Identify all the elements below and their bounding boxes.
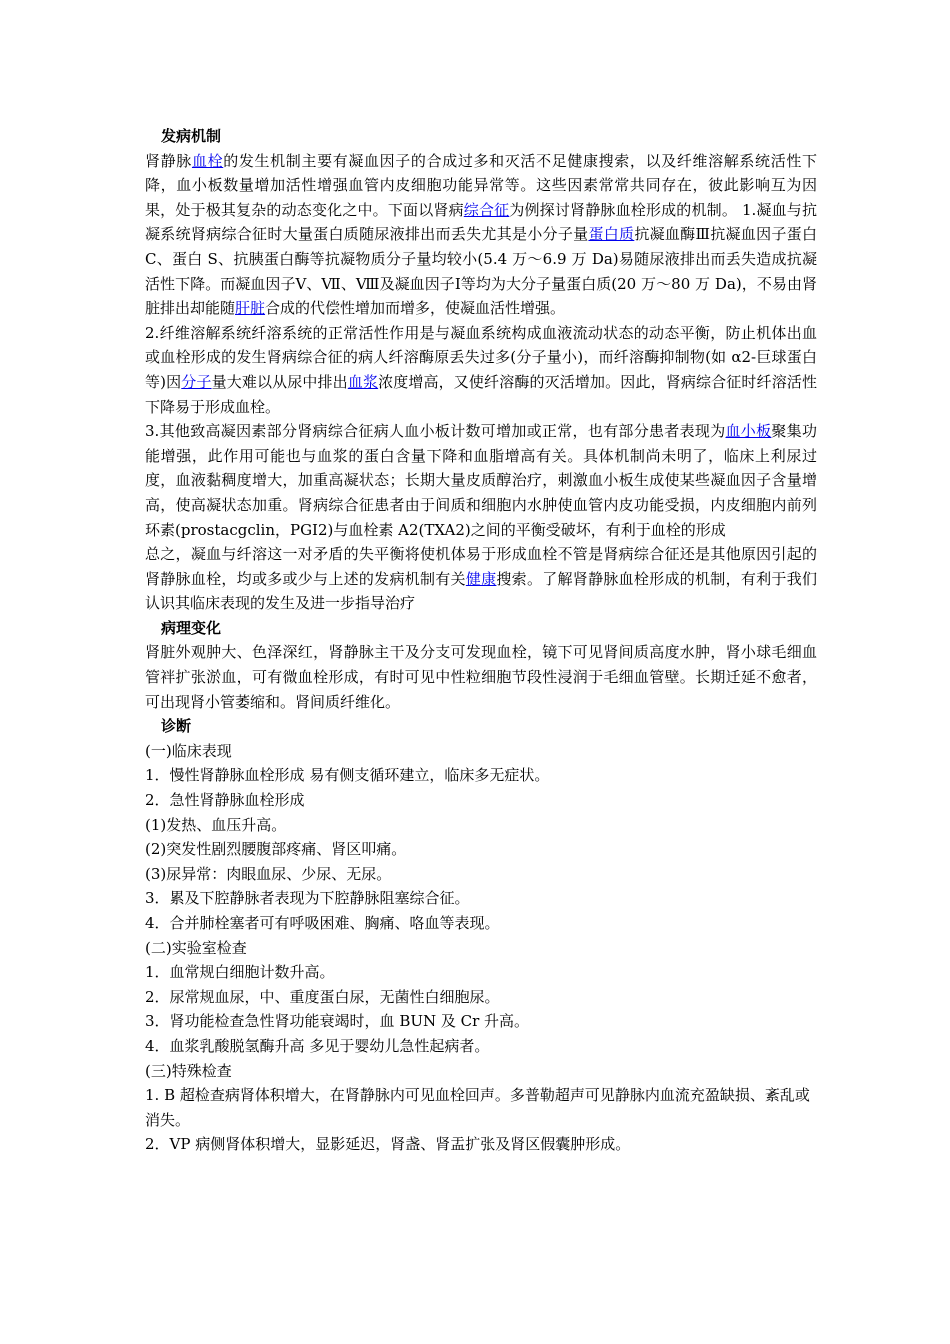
link-molecule[interactable]: 分子 (181, 372, 212, 391)
diagnosis-subheading-special: (三)特殊检查 (145, 1061, 232, 1080)
text-run: 合成的代偿性增加而增多，使凝血活性增强。 (265, 299, 566, 318)
link-syndrome[interactable]: 综合征 (463, 200, 510, 219)
diagnosis-subheading-clinical: (一)临床表现 (145, 741, 232, 760)
text-run: 的发生机制主要有凝血因子的合成过多和灭活不足健康搜索，以及纤维溶解系统活性下降，血小板数量增加活性增强血管内皮细胞功能异常等。这些因素常常共同存在，彼此影响互为因果，处于极其复杂的动态变化之中。下面以肾病 (145, 151, 817, 219)
link-protein[interactable]: 蛋白质 (588, 225, 635, 244)
list-item: (2)突发性剧烈腰腹部疼痛、肾区叩痛。 (145, 840, 407, 859)
section-heading-diagnosis: 诊断 (161, 717, 192, 736)
link-plasma[interactable]: 血浆 (347, 372, 379, 391)
link-thrombus[interactable]: 血栓 (191, 151, 224, 170)
pathogenesis-paragraph-4 (145, 542, 817, 616)
list-item: 1. B 超检查病肾体积增大，在肾静脉内可见血栓回声。多普勒超声可见静脉内血流充盈缺损、紊乱或消失。 (145, 1086, 810, 1129)
text-run: 肾静脉 (145, 151, 192, 170)
list-item: (3)尿异常：肉眼血尿、少尿、无尿。 (145, 864, 392, 883)
list-item: 2．VP 病侧肾体积增大，显影延迟，肾盏、肾盂扩张及肾区假囊肿形成。 (145, 1135, 631, 1154)
pathogenesis-paragraph-1 (145, 149, 817, 321)
list-item: 1．血常规白细胞计数升高。 (145, 963, 335, 982)
pathogenesis-paragraph-3 (145, 419, 817, 542)
text-run: 2.纤维溶解系统纤溶系统的正常活性作用是与凝血系统构成血液流动状态的动态平衡，防止机体出血或血栓形成的发生肾病综合征的病人纤溶酶原丢失过多(分子量小)，而纤溶酶抑制物(如 α2-巨球蛋白等)因 (145, 323, 817, 391)
link-platelet[interactable]: 血小板 (725, 422, 772, 441)
text-run: 浓度增高，又使纤溶酶的灭活增加。因此，肾病综合征时纤溶活性下降易于形成血栓。 (145, 372, 817, 416)
text-run: 量大难以从尿中排出 (211, 372, 348, 391)
text-run: 为例探讨肾静脉血栓形成的机制。 1.凝血与抗凝系统肾病综合征时大量蛋白质随尿液排出而丢失尤其是小分子量 (145, 200, 817, 244)
link-liver[interactable]: 肝脏 (235, 299, 266, 318)
list-item: 2．急性肾静脉血栓形成 (145, 791, 305, 810)
text-run: 总之，凝血与纤溶这一对矛盾的失平衡将使机体易于形成血栓不管是肾病综合征还是其他原因引起的肾静脉血栓，均或多或少与上述的发病机制有关 (145, 545, 817, 588)
section-heading-pathology: 病理变化 (161, 618, 222, 637)
pathogenesis-paragraph-2 (145, 321, 817, 419)
link-health[interactable]: 健康 (465, 569, 497, 588)
list-item: 1．慢性肾静脉血栓形成 易有侧支循环建立，临床多无症状。 (145, 766, 550, 785)
diagnosis-subheading-lab: (二)实验室检查 (145, 938, 247, 957)
list-item: 2．尿常规血尿，中、重度蛋白尿，无菌性白细胞尿。 (145, 987, 500, 1006)
text-run: 3.其他致高凝因素部分肾病综合征病人血小板计数可增加或正常，也有部分患者表现为 (145, 422, 726, 441)
document-page (145, 124, 817, 1157)
list-item: 3．累及下腔静脉者表现为下腔静脉阻塞综合征。 (145, 889, 470, 908)
list-item: 3．肾功能检查急性肾功能衰竭时，血 BUN 及 Cr 升高。 (145, 1012, 530, 1031)
section-heading-pathogenesis: 发病机制 (161, 127, 222, 145)
pathology-paragraph: 肾脏外观肿大、色泽深红，肾静脉主干及分支可发现血栓，镜下可见肾间质高度水肿，肾小球毛细血管袢扩张淤血，可有微血栓形成，有时可见中性粒细胞节段性浸润于毛细血管壁。长期迁延不愈者，可出现肾小管萎缩和。肾间质纤维化。 (145, 643, 817, 711)
text-run: 抗凝血酶Ⅲ抗凝血因子蛋白 C、蛋白 S、抗胰蛋白酶等抗凝物质分子量均较小(5.4 万～6.9 万 Da)易随尿液排出而丢失造成抗凝活性下降。而凝血因子Ⅴ、Ⅶ、Ⅷ及凝血因子Ⅰ等均为大分子量蛋白质(20 万～80 万 Da)，不易由肾脏排出却能随 (145, 225, 817, 318)
list-item: 4．血浆乳酸脱氢酶升高 多见于婴幼儿急性起病者。 (145, 1036, 490, 1055)
list-item: 4．合并肺栓塞者可有呼吸困难、胸痛、咯血等表现。 (145, 914, 500, 932)
list-item: (1)发热、血压升高。 (145, 815, 287, 834)
text-run: 搜索。了解肾静脉血栓形成的机制，有利于我们认识其临床表现的发生及进一步指导治疗 (145, 569, 817, 613)
text-run: 聚集功能增强，此作用可能也与血浆的蛋白含量下降和血脂增高有关。具体机制尚未明了，临床上利尿过度，血液黏稠度增大，加重高凝状态；长期大量皮质醇治疗，刺激血小板生成使某些凝血因子含量增高，使高凝状态加重。肾病综合征患者由于间质和细胞内水肿使血管内皮功能受损，内皮细胞内前列环素(prostacgclin，PGI2)与血栓素 A2(TXA2)之间的平衡受破坏，有利于血栓的形成 (145, 422, 817, 539)
